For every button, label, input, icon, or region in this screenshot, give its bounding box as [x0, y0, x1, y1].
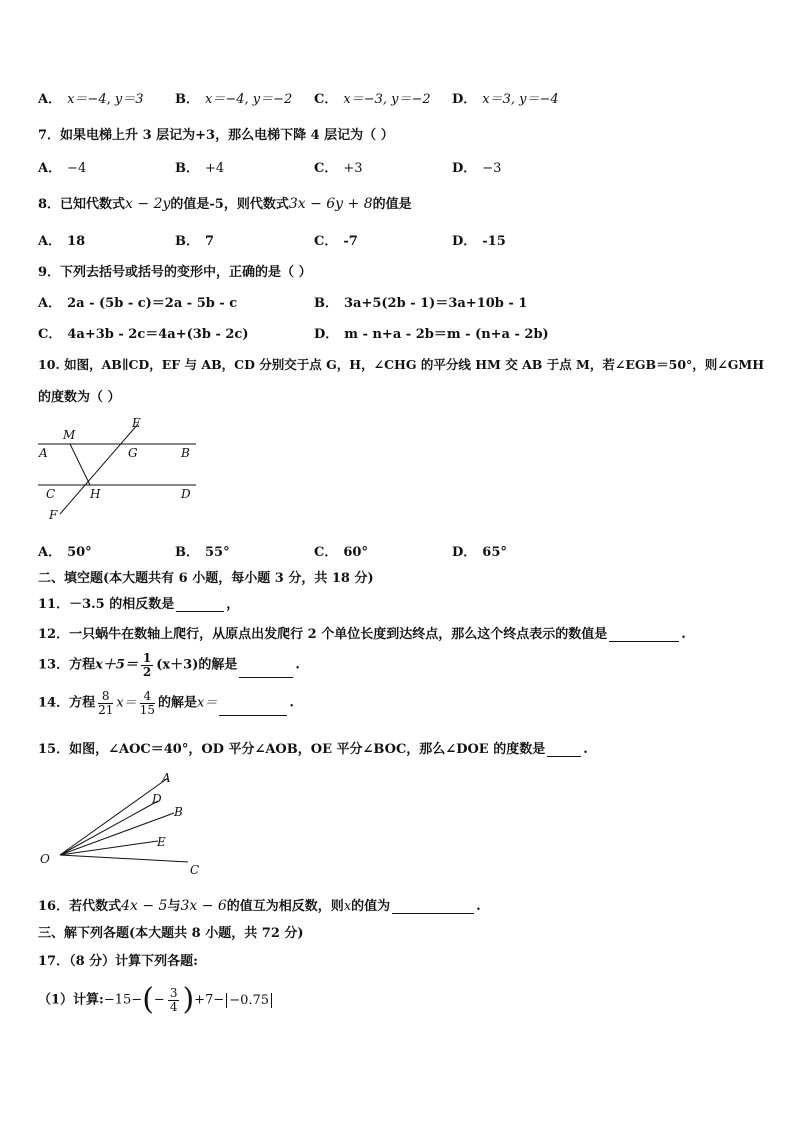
answer-blank[interactable]: [239, 665, 293, 678]
q12: 12．一只蜗牛在数轴上爬行，从原点出发爬行 2 个单位长度到达终点，那么这个终点表示的数值是 .: [38, 627, 686, 642]
q8-expr2: 3x − 6y + 8: [288, 196, 373, 212]
label-e: E: [157, 835, 166, 849]
q10-stem-line2: 的度数为（ ）: [38, 390, 121, 405]
q6-option-d: [452, 88, 559, 107]
q15-figure: [34, 766, 214, 882]
q17-stem: 17．（8 分）计算下列各题:: [38, 954, 198, 969]
answer-blank[interactable]: [609, 629, 679, 642]
q11: 11．－3.5 的相反数是 ，: [38, 597, 240, 612]
answer-blank[interactable]: [219, 703, 287, 716]
option-label: C．: [314, 92, 338, 107]
fraction-3-4: $\frac{3}{4}$: [169, 985, 178, 1014]
q7-option-d: D． −3: [452, 161, 502, 176]
label-b: B: [174, 805, 183, 819]
label-c: C: [46, 487, 56, 501]
ray-oc: [60, 855, 188, 862]
line-hm: [70, 444, 90, 485]
label-d: D: [181, 487, 191, 501]
option-label: D．: [452, 92, 477, 107]
option-text: x＝−4, y＝3: [67, 92, 144, 107]
q9-stem: 9．下列去括号或括号的变形中，正确的是（ ）: [38, 265, 312, 280]
q10-option-a: A． 50°: [38, 545, 92, 560]
section-3-heading: 三、解下列各题(本大题共 8 小题，共 72 分): [38, 926, 304, 941]
ray-oa: [60, 778, 168, 855]
q9-option-a: A． 2a - (5b - c)＝2a - 5b - c: [38, 296, 238, 311]
section-2-heading: 二、填空题(本大题共有 6 小题，每小题 3 分，共 18 分): [38, 571, 374, 586]
q10-option-d: D． 65°: [452, 545, 507, 560]
label-c: C: [190, 863, 200, 877]
q17-part1: （1）计算:−15−(− $\frac{3}{4}$ )+7− −0.75: [38, 985, 274, 1015]
q9-option-d: D． m - n+a - 2b＝m - (n+a - 2b): [314, 327, 549, 342]
label-g: G: [128, 446, 138, 460]
answer-blank[interactable]: [176, 599, 224, 612]
ray-od: [60, 801, 158, 855]
q8-option-b: B． 7: [175, 234, 215, 249]
q16: 16．若代数式4x − 5与3x − 6的值互为相反数，则x的值为 .: [38, 898, 481, 914]
fraction-4-15: $\frac{4}{15}$: [139, 689, 155, 717]
q10-figure: [30, 412, 210, 527]
ray-oe: [60, 841, 158, 855]
q8-stem: 8．已知代数式x − 2y的值是-5，则代数式3x − 6y + 8的值是: [38, 196, 412, 212]
option-text: x＝3, y＝−4: [482, 92, 559, 107]
q6-option-a: [38, 88, 143, 107]
option-text: x＝−3, y＝−2: [343, 92, 431, 107]
option-text: x＝−4, y＝−2: [205, 92, 293, 107]
q13: 13．方程x＋5＝ $\frac{1}{2}$ (x＋3)的解是 .: [38, 651, 300, 679]
q7-option-c: C． +3: [314, 161, 363, 176]
q8-option-c: C． -7: [314, 234, 358, 249]
q6-option-c: [314, 88, 431, 107]
label-e: E: [132, 416, 141, 430]
answer-blank[interactable]: [392, 901, 474, 914]
q8-option-a: A． 18: [38, 234, 86, 249]
q14: 14．方程 $\frac{8}{21}$ x＝ $\frac{4}{15}$ 的解是x＝ .: [38, 689, 294, 717]
fraction-one-half: $\frac{1}{2}$: [142, 651, 152, 679]
answer-blank[interactable]: [547, 744, 581, 757]
q9-option-b: B． 3a+5(2b - 1)＝3a+10b - 1: [314, 296, 528, 311]
q7-stem: 7．如果电梯上升 3 层记为+3，那么电梯下降 4 层记为（ ）: [38, 128, 394, 143]
q10-stem-line1: 10. 如图，AB∥CD，EF 与 AB，CD 分别交于点 G，H，∠CHG 的平分线 HM 交 AB 于点 M，若∠EGB＝50°，则∠GMH: [38, 357, 765, 372]
label-m: M: [63, 428, 76, 442]
q10-option-c: C． 60°: [314, 545, 368, 560]
q9-option-c: C． 4a+3b - 2c＝4a+(3b - 2c): [38, 327, 249, 342]
q6-option-b: [175, 88, 292, 107]
label-a: A: [162, 771, 171, 785]
q7-option-a: A． −4: [38, 161, 87, 176]
q15-stem: 15．如图，∠AOC＝40°，OD 平分∠AOB，OE 平分∠BOC，那么∠DOE 的度数是 .: [38, 742, 588, 757]
q8-option-d: D． -15: [452, 234, 506, 249]
label-b: B: [181, 446, 190, 460]
q8-expr1: x − 2y: [125, 196, 171, 212]
label-d: D: [152, 792, 162, 806]
label-h: H: [90, 487, 101, 501]
label-o: O: [40, 852, 50, 866]
label-a: A: [39, 446, 48, 460]
label-f: F: [49, 508, 58, 522]
fraction-8-21: $\frac{8}{21}$: [98, 689, 114, 717]
option-label: A．: [38, 92, 62, 107]
q10-option-b: B． 55°: [175, 545, 230, 560]
option-label: B．: [175, 92, 199, 107]
absolute-value: −0.75: [226, 993, 272, 1008]
q7-option-b: B． +4: [175, 161, 225, 176]
